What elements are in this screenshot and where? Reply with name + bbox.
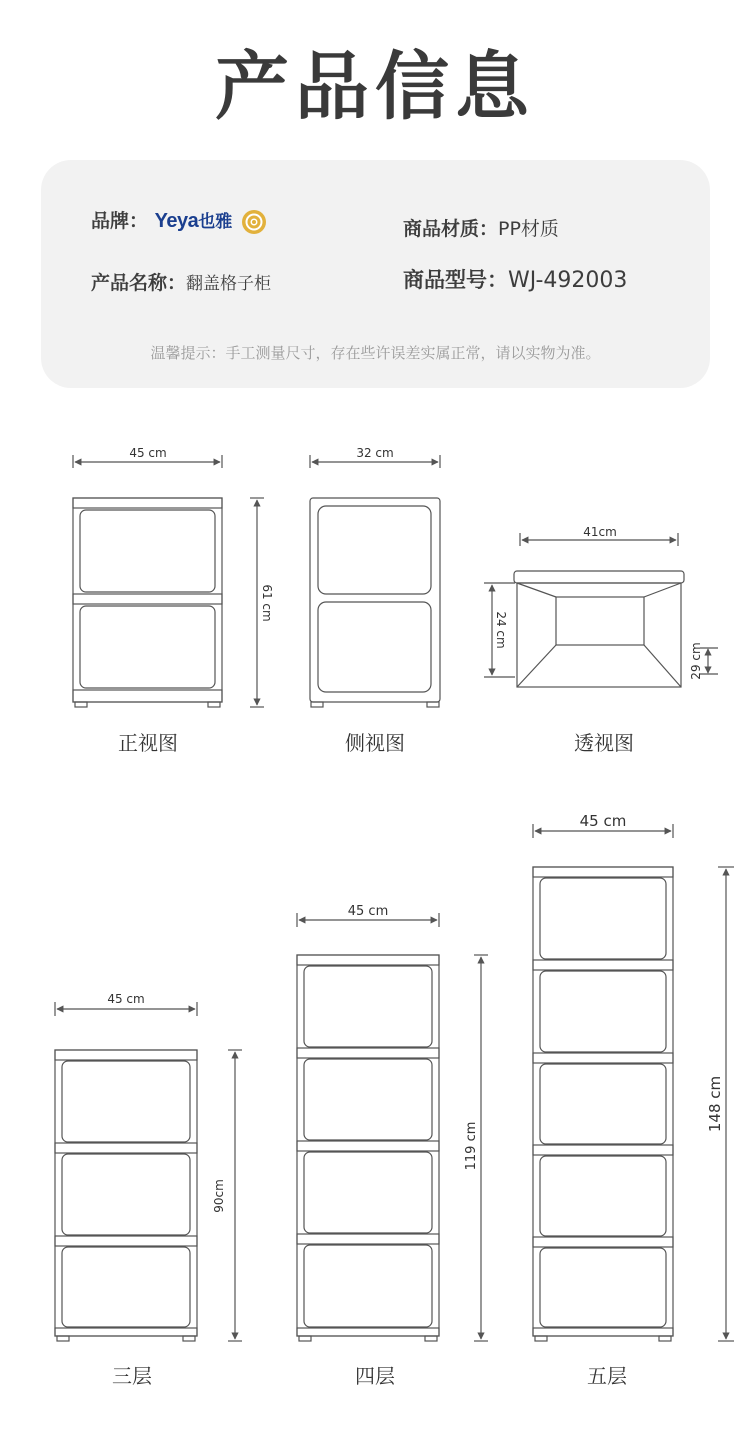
three-tier-height-label: 90cm xyxy=(212,1179,226,1213)
material-label: 商品材质： xyxy=(403,218,499,240)
side-view-label: 侧视图 xyxy=(345,731,405,755)
three-tier-drawing xyxy=(55,1002,242,1341)
three-tier-label: 三层 xyxy=(112,1364,152,1388)
name-label: 产品名称： xyxy=(91,272,187,294)
front-width-label: 45 cm xyxy=(129,446,167,460)
model-value: WJ-492003 xyxy=(508,268,628,293)
five-tier-drawing xyxy=(533,824,734,1341)
three-tier-width-label: 45 cm xyxy=(107,992,145,1006)
name-value: 翻盖格子柜 xyxy=(186,274,272,294)
four-tier-height-label: 119 cm xyxy=(464,1121,479,1171)
perspective-view-label: 透视图 xyxy=(574,731,634,755)
page-title: 产品信息 xyxy=(215,44,535,130)
perspective-height-label: 24 cm xyxy=(494,611,508,649)
measurement-note: 温馨提示：手工测量尺寸，存在些许误差实属正常，请以实物为准。 xyxy=(150,344,601,362)
four-tier-drawing xyxy=(297,913,488,1341)
side-width-label: 32 cm xyxy=(356,446,394,460)
five-tier-label: 五层 xyxy=(587,1364,627,1388)
front-view-label: 正视图 xyxy=(118,731,178,755)
brand-label: 品牌： xyxy=(91,210,149,232)
perspective-depth-label: 29 cm xyxy=(689,642,703,680)
front-height-label: 61 cm xyxy=(260,584,274,622)
material-value: PP材质 xyxy=(498,218,559,240)
perspective-view-drawing xyxy=(484,533,718,687)
front-view-drawing xyxy=(73,455,264,707)
side-view-drawing xyxy=(310,455,440,707)
four-tier-label: 四层 xyxy=(355,1364,395,1388)
brand-cn: 也雅 xyxy=(198,212,233,232)
perspective-width-label: 41cm xyxy=(583,525,617,539)
five-tier-height-label: 148 cm xyxy=(706,1075,724,1133)
model-label: 商品型号： xyxy=(403,268,508,292)
brand-name: Yeya xyxy=(154,210,199,232)
four-tier-width-label: 45 cm xyxy=(347,904,389,919)
five-tier-width-label: 45 cm xyxy=(579,812,627,830)
